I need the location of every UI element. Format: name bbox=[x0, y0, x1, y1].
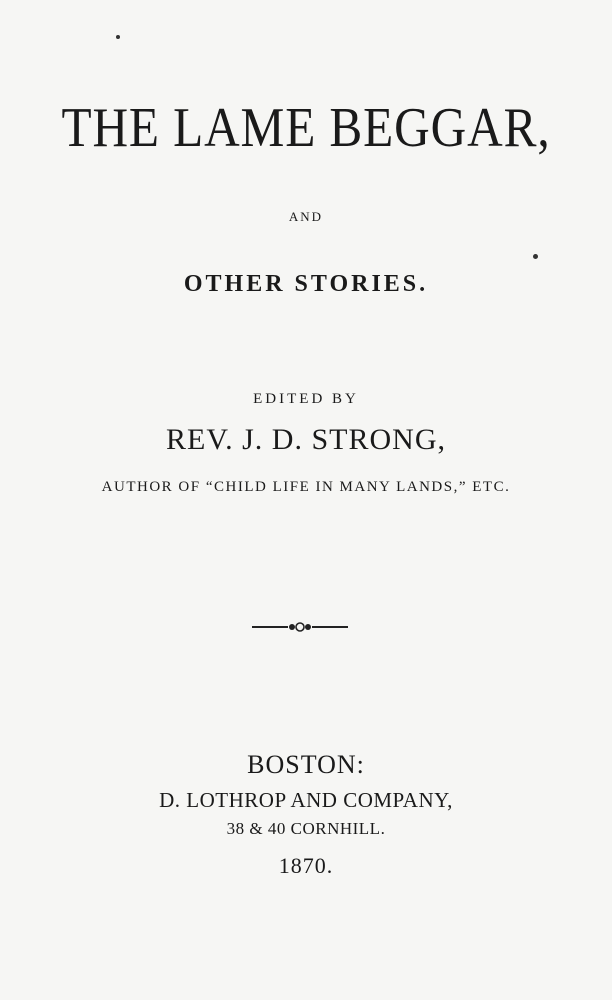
edited-by-label: EDITED BY bbox=[253, 391, 359, 407]
ink-speck bbox=[533, 254, 538, 259]
publication-city: BOSTON: bbox=[247, 750, 365, 779]
publisher-address: 38 & 40 CORNHILL. bbox=[226, 819, 386, 838]
publisher-name: D. LOTHROP AND COMPANY, bbox=[159, 788, 453, 812]
book-title: THE LAME BEGGAR, bbox=[61, 97, 551, 159]
book-subtitle: OTHER STORIES. bbox=[183, 271, 429, 297]
conjunction: AND bbox=[288, 209, 324, 224]
fleuron-ornament-icon bbox=[250, 620, 350, 634]
ink-speck bbox=[116, 35, 120, 39]
author-note: AUTHOR OF “CHILD LIFE IN MANY LANDS,” ETC. bbox=[101, 479, 511, 495]
editor-name: REV. J. D. STRONG, bbox=[166, 423, 446, 456]
publication-year: 1870. bbox=[278, 853, 334, 878]
